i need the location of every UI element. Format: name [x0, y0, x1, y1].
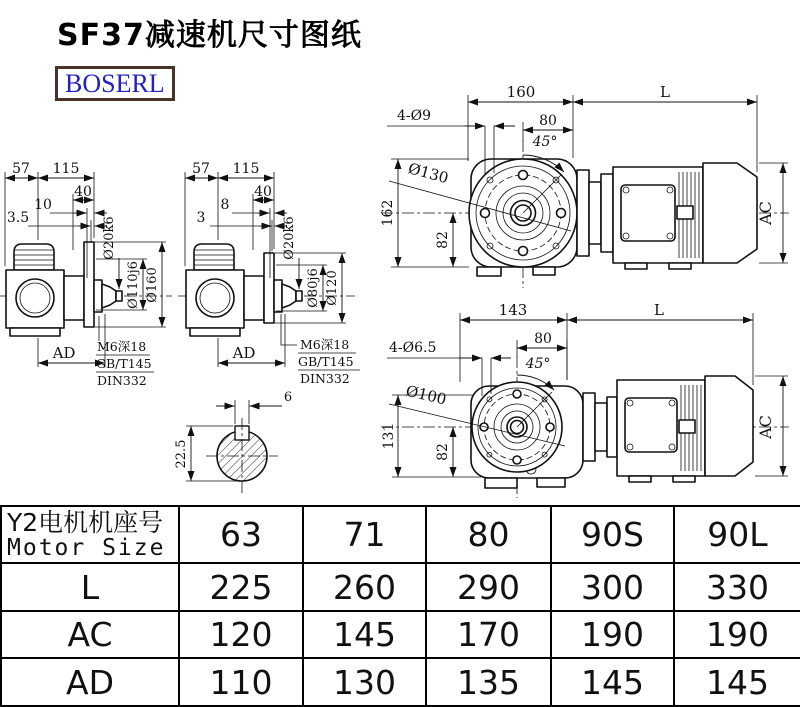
dim-45deg: 45° [532, 134, 558, 150]
table-row-L [1, 563, 800, 611]
value-cell: 130 [303, 658, 426, 706]
row-label: L [1, 563, 179, 611]
dim-8: 8 [220, 197, 230, 213]
dim-flange-dia: Ø120 [325, 270, 340, 306]
motor-size-col: 63 [179, 506, 303, 563]
value-cell: 145 [303, 611, 426, 658]
brand-logo: BOSERL [55, 66, 175, 101]
value-cell: 260 [303, 563, 426, 611]
header-label-cn: Y2电机机座号 [7, 507, 164, 537]
motor-size-col: 90S [551, 506, 674, 563]
top-assembly-outline [381, 140, 789, 288]
table-row-AD [1, 658, 800, 706]
dim-ac: AC [756, 415, 775, 439]
dim-115: 115 [232, 161, 260, 177]
value-cell: 135 [426, 658, 551, 706]
middle-view-note [281, 314, 360, 386]
dim-pilot-dia: Ø110j6 [126, 261, 141, 309]
note-din: DIN332 [300, 371, 350, 386]
table-header-label [1, 506, 179, 563]
dim-143: 143 [498, 301, 528, 319]
dim-bolt-circle: Ø100 [404, 381, 449, 409]
row-label: AD [1, 658, 179, 706]
dim-shaft-dia: Ø20k6 [282, 216, 297, 260]
value-cell: 170 [426, 611, 551, 658]
shaft-section-outline [206, 418, 278, 496]
dim-10: 10 [34, 197, 52, 213]
header-label-en: Motor Size [7, 534, 166, 561]
shaft-section-view [170, 384, 305, 506]
motor-size-table [0, 505, 800, 707]
dim-162: 162 [380, 199, 396, 227]
value-cell: 120 [179, 611, 303, 658]
dim-key-height: 22.5 [174, 439, 189, 469]
motor-size-col: 90L [674, 506, 800, 563]
dim-holes: 4-Ø6.5 [389, 340, 437, 356]
note-thread: M6深18 [97, 339, 147, 354]
table-header-row [1, 506, 800, 563]
value-cell: 225 [179, 563, 303, 611]
value-cell: 330 [674, 563, 800, 611]
value-cell: 290 [426, 563, 551, 611]
table-row-AC [1, 611, 800, 658]
left-gearbox-view [0, 158, 190, 403]
page-title: SF37减速机尺寸图纸 [57, 18, 362, 53]
note-gb: GB/T145 [96, 356, 152, 371]
dim-80: 80 [534, 331, 552, 347]
dim-57: 57 [12, 161, 30, 177]
note-thread: M6深18 [300, 337, 350, 352]
dim-57: 57 [192, 161, 210, 177]
dim-80: 80 [539, 113, 557, 129]
dim-holes: 4-Ø9 [397, 108, 432, 124]
dim-82: 82 [435, 443, 451, 461]
note-din: DIN332 [97, 373, 147, 388]
dim-shaft-dia: Ø20k6 [102, 216, 117, 260]
bottom-assembly-view [381, 300, 800, 505]
dim-L: L [654, 301, 664, 319]
dim-ad: AD [232, 344, 256, 362]
dim-82: 82 [435, 231, 451, 249]
dim-3-5: 3.5 [6, 210, 30, 226]
value-cell: 110 [179, 658, 303, 706]
motor-size-col: 80 [426, 506, 551, 563]
dim-115: 115 [52, 161, 80, 177]
dim-131: 131 [381, 422, 397, 450]
dim-flange-dia: Ø160 [145, 267, 160, 303]
dim-bolt-circle: Ø130 [406, 159, 451, 188]
dim-L: L [660, 83, 670, 101]
dim-ad: AD [52, 344, 76, 362]
value-cell: 145 [551, 658, 674, 706]
motor-size-col: 71 [303, 506, 426, 563]
middle-gearbox-view [180, 158, 392, 408]
dim-key-width: 6 [283, 390, 293, 405]
note-gb: GB/T145 [298, 354, 354, 369]
value-cell: 300 [551, 563, 674, 611]
dim-3: 3 [196, 210, 206, 226]
dim-pilot-dia: Ø80j6 [306, 268, 321, 308]
top-assembly-view [380, 82, 800, 302]
dim-160: 160 [506, 83, 536, 101]
dim-ac: AC [756, 201, 775, 225]
value-cell: 190 [551, 611, 674, 658]
value-cell: 190 [674, 611, 800, 658]
dim-40: 40 [254, 184, 272, 200]
value-cell: 145 [674, 658, 800, 706]
dim-40: 40 [74, 184, 92, 200]
dim-45deg: 45° [525, 356, 551, 372]
row-label: AC [1, 611, 179, 658]
